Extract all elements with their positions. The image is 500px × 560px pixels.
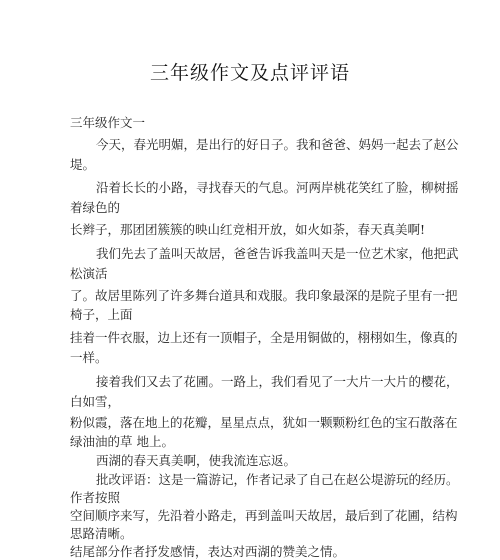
paragraph-line: 着绿色的: [70, 200, 121, 215]
paragraph-line: 今天，春光明媚，是出行的好日子。我和爸爸、妈妈一起去了赵公: [96, 137, 459, 152]
paragraph-line: 椅子，上面: [70, 307, 133, 322]
comment-line: 空间顺序来写，先沿着小路走，再到盖叫天故居，最后到了花圃，结构: [70, 508, 458, 523]
paragraph-line: 西湖的春天真美啊，使我流连忘返。: [96, 453, 297, 468]
comment-line: 结尾部分作者抒发感情，表达对西湖的赞美之情。: [70, 544, 346, 559]
comment-line: 思路清晰。: [70, 526, 133, 541]
comment-line: 批改评语：这是一篇游记，作者记录了自己在赵公堤游玩的经历。: [96, 472, 459, 487]
paragraph-line: 接着我们又去了花圃。一路上，我们看见了一大片一大片的樱花，: [96, 374, 459, 389]
paragraph-line: 了。故居里陈列了许多舞台道具和戏服。我印象最深的是院子里有一把: [70, 288, 458, 303]
paragraph-line: 白如雪，: [70, 394, 121, 409]
paragraph-line: 绿油油的草 地上。: [70, 434, 174, 449]
page-title: 三年级作文及点评评语: [149, 62, 350, 84]
comment-line: 作者按照: [70, 490, 121, 505]
paragraph-line: 沿着长长的小路，寻找春天的气息。河两岸桃花笑红了脸，柳树摇: [96, 180, 459, 195]
paragraph-line: 长辫子，那团团簇簇的映山红竞相开放，如火如荼，春天真美啊!: [70, 222, 426, 237]
paragraph-line: 挂着一件衣服，边上还有一顶帽子，全是用铜做的，栩栩如生，像真的: [70, 330, 458, 345]
paragraph-line: 我们先去了盖叫天故居，爸爸告诉我盖叫天是一位艺术家，他把武: [96, 246, 459, 261]
paragraph-line: 堤。: [70, 157, 96, 172]
paragraph-line: 粉似霞，落在地上的花瓣，星星点点，犹如一颗颗粉红色的宝石散落在: [70, 415, 458, 430]
paragraph-line: 一样。: [70, 350, 108, 365]
essay-heading: 三年级作文一: [70, 115, 146, 130]
paragraph-line: 松演活: [70, 266, 108, 281]
